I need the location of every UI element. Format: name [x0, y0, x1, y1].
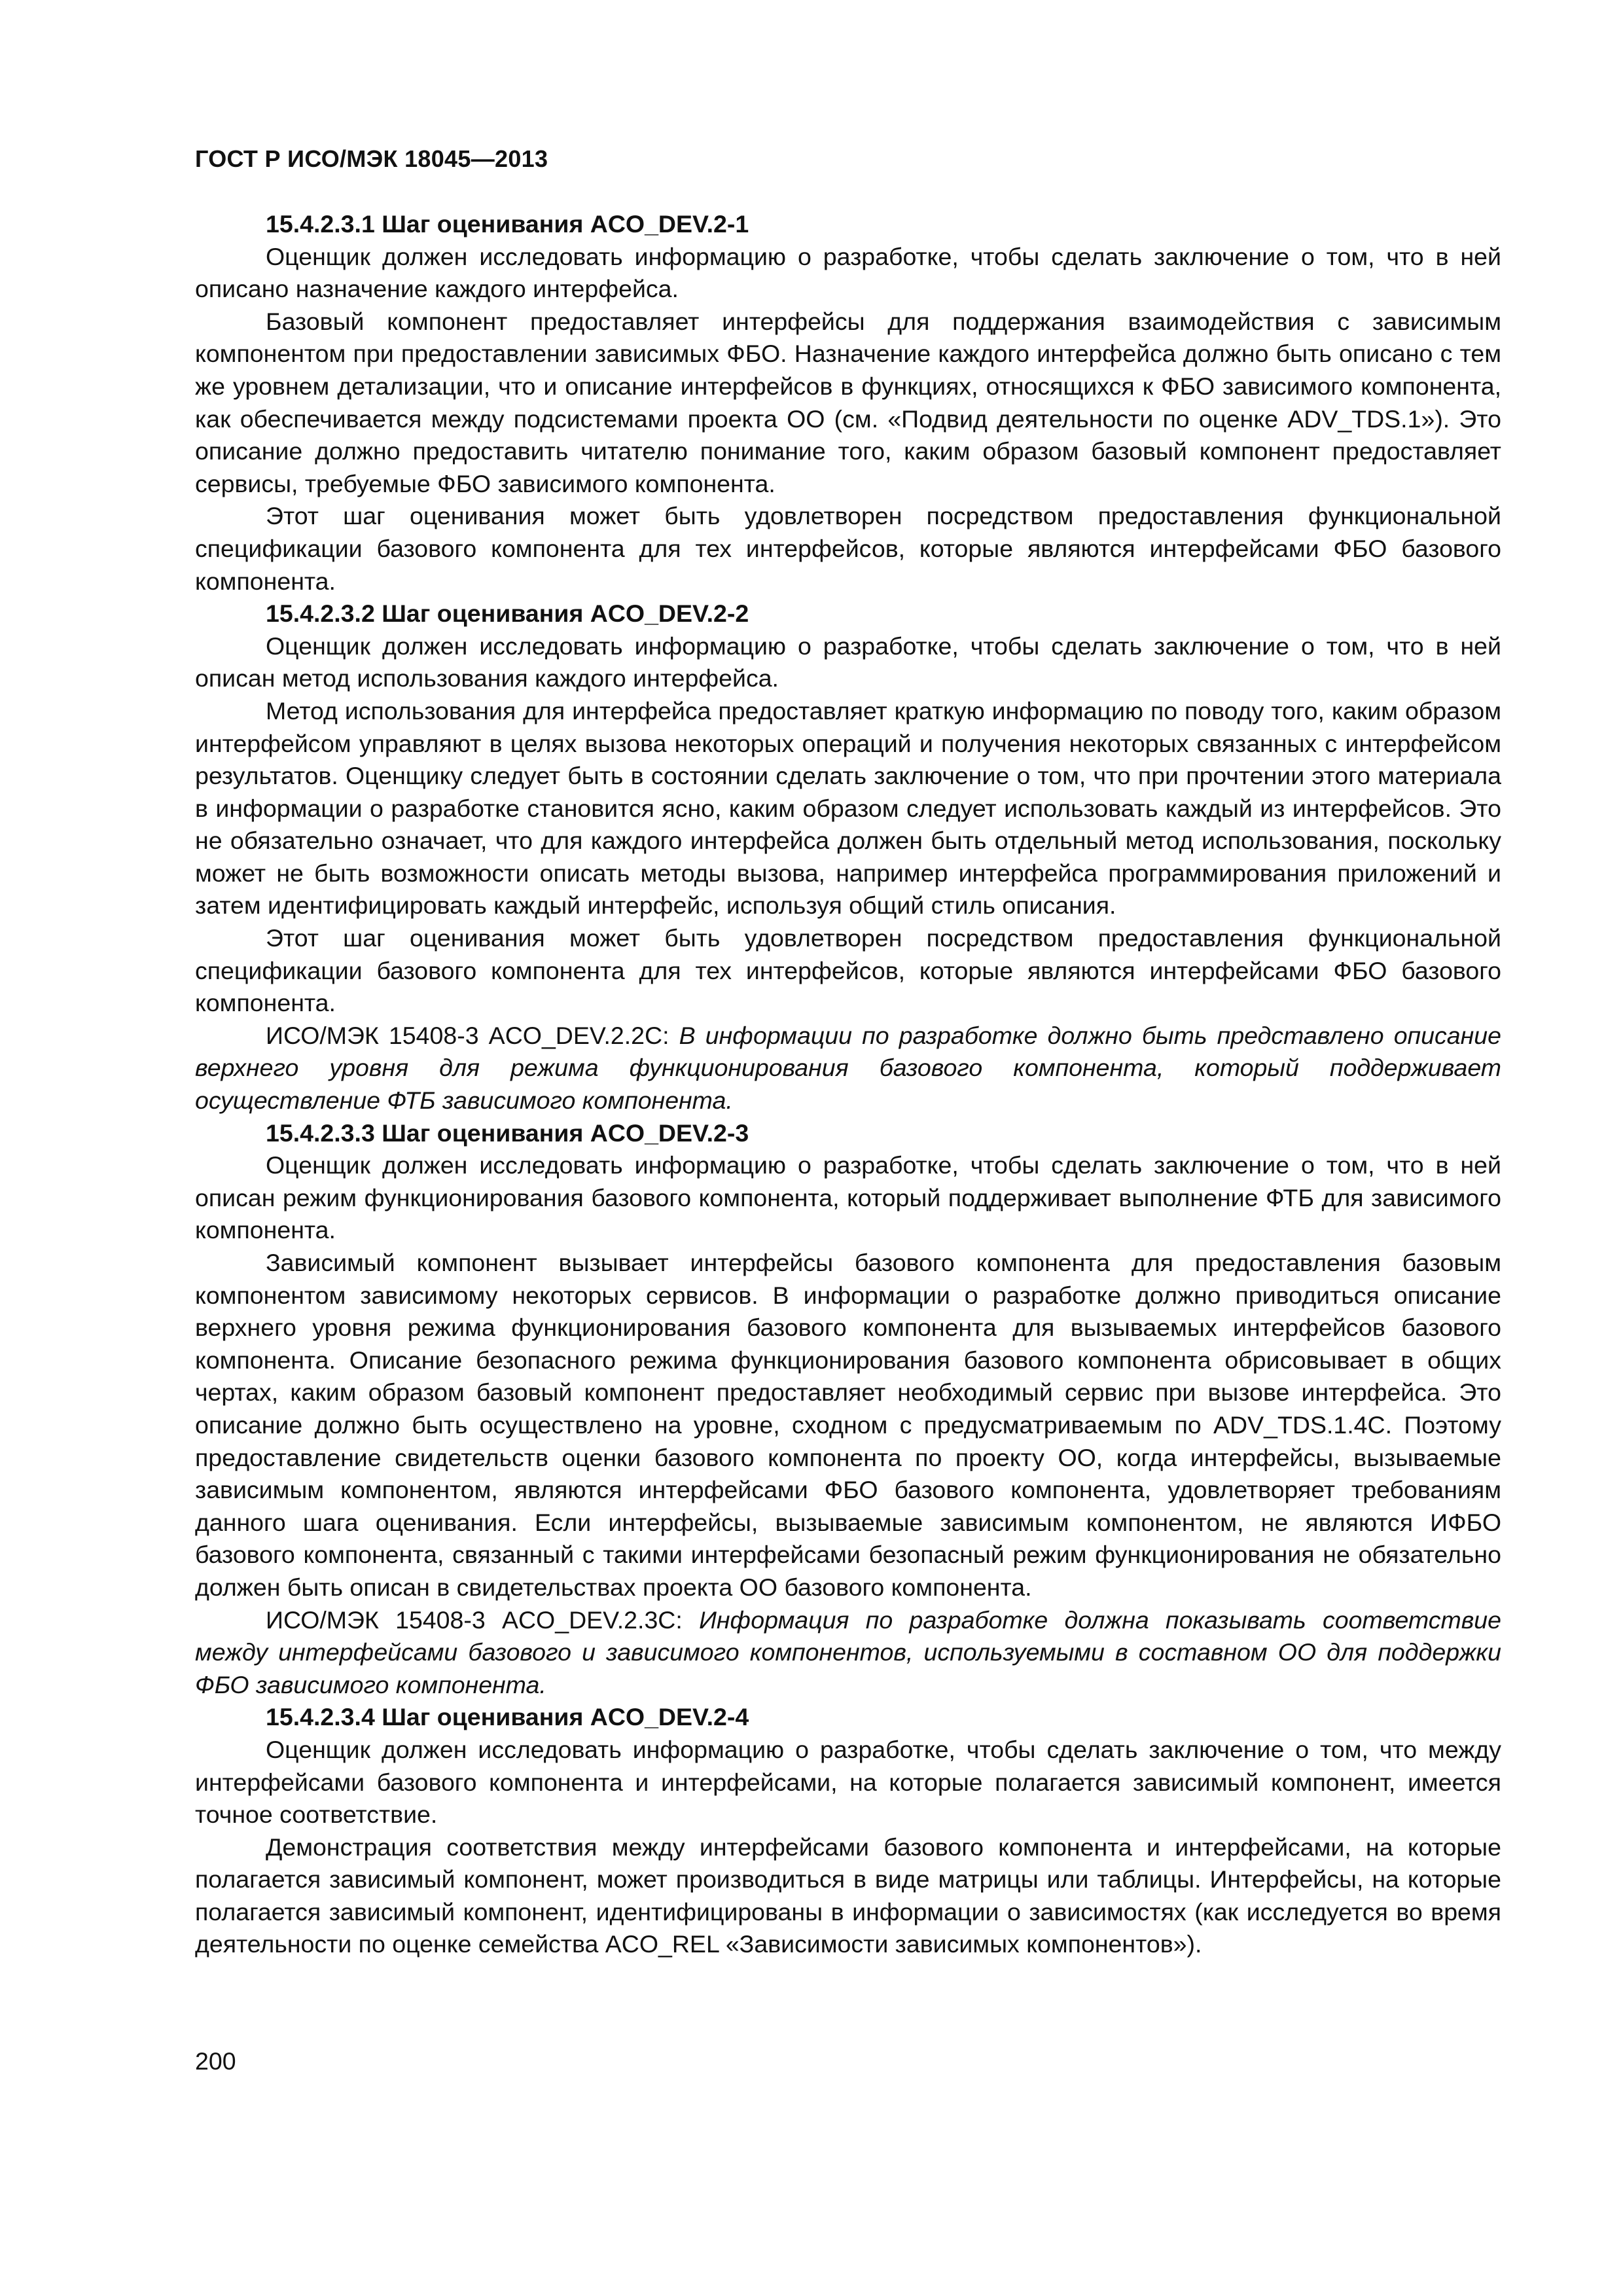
- paragraph: Оценщик должен исследовать информацию о разработке, чтобы сделать заключение о том, что в ней описан метод использования каждого интерфейса.: [195, 632, 1501, 692]
- section-heading: 15.4.2.3.3 Шаг оценивания ACO_DEV.2-3: [266, 1119, 749, 1147]
- paragraph: Метод использования для интерфейса предоставляет краткую информацию по поводу того, каким образом интерфейсом управляют в целях вызова некоторых операций и получения некоторых связанных с интерфейсом результатов. Оценщику следует быть в состоянии сделать заключение о том, что при прочтении этого материала в информации о разработке становится ясно, каким образом следует использовать каждый из интерфейсов. Это не обязательно означает, что для каждого интерфейса должен быть отдельный метод использования, поскольку может не быть возможности описать методы вызова, например интерфейса программирования приложений и затем идентифицировать каждый интерфейс, используя общий стиль описания.: [195, 696, 1501, 920]
- paragraph: Оценщик должен исследовать информацию о разработке, чтобы сделать заключение о том, что между интерфейсами базового компонента и интерфейсами, на которые полагается зависимый компонент, имеется точное соответствие.: [195, 1735, 1501, 1829]
- quote-reference: ИСО/МЭК 15408-3 ACO_DEV.2.3С:: [266, 1605, 700, 1634]
- paragraph: Базовый компонент предоставляет интерфейсы для поддержания взаимодействия с зависимым компонентом при предоставлении зависимых ФБО. Назначение каждого интерфейса должно быть описано с тем же уровнем детализации, что и описание интерфейсов в функциях, относящихся к ФБО зависимого компонента, как обеспечивается между подсистемами проекта ОО (см. «Подвид деятельности по оценке ADV_TDS.1»). Это описание должно предоставить читателю понимание того, каким образом базовый компонент предоставляет сервисы, требуемые ФБО зависимого компонента.: [195, 307, 1501, 497]
- paragraph: Оценщик должен исследовать информацию о разработке, чтобы сделать заключение о том, что в ней описан режим функционирования базового компонента, который поддерживает выполнение ФТБ для зависимого компонента.: [195, 1151, 1501, 1244]
- quote-text: Информация по разработке должна показывать соответствие между интерфейсами базового и зависимого компонентов, используемыми в составном ОО для поддержки ФБО зависимого компонента.: [195, 1605, 1501, 1698]
- section-heading: 15.4.2.3.2 Шаг оценивания ACO_DEV.2-2: [266, 600, 749, 628]
- page-number: 200: [195, 2047, 236, 2075]
- quote-text: В информации по разработке должно быть представлено описание верхнего уровня для режима функционирования базового компонента, который поддерживает осуществление ФТБ зависимого компонента.: [195, 1021, 1501, 1115]
- requirement-quote: [195, 1020, 1501, 1117]
- section-heading: 15.4.2.3.1 Шаг оценивания ACO_DEV.2-1: [266, 210, 749, 238]
- quote-reference: ИСО/МЭК 15408-3 ACO_DEV.2.2С:: [266, 1021, 679, 1049]
- document-body: [195, 208, 1501, 1961]
- paragraph: Этот шаг оценивания может быть удовлетворен посредством предоставления функциональной спецификации базового компонента для тех интерфейсов, которые являются интерфейсами ФБО базового компонента.: [195, 924, 1501, 1017]
- paragraph: Зависимый компонент вызывает интерфейсы базового компонента для предоставления базовым компонентом зависимому некоторых сервисов. В информации о разработке должно приводиться описание верхнего уровня режима функционирования базового компонента для вызываемых интерфейсов базового компонента. Описание безопасного режима функционирования базового компонента обрисовывает в общих чертах, каким образом базовый компонент предоставляет необходимый сервис при вызове интерфейса. Это описание должно быть осуществлено на уровне, сходном с предусматриваемым по ADV_TDS.1.4С. Поэтому предоставление свидетельств оценки базового компонента по проекту ОО, когда интерфейсы, вызываемые зависимым компонентом, являются интерфейсами ФБО базового компонента, удовлетворяет требованиям данного шага оценивания. Если интерфейсы, вызываемые зависимым компонентом, не являются ИФБО базового компонента, связанный с такими интерфейсами безопасный режим функционирования не обязательно должен быть описан в свидетельствах проекта ОО базового компонента.: [195, 1249, 1501, 1601]
- document-header: ГОСТ Р ИСО/МЭК 18045—2013: [195, 145, 548, 172]
- paragraph: Оценщик должен исследовать информацию о разработке, чтобы сделать заключение о том, что в ней описано назначение каждого интерфейса.: [195, 242, 1501, 303]
- paragraph: Демонстрация соответствия между интерфейсами базового компонента и интерфейсами, на которые полагается зависимый компонент, может производиться в виде матрицы или таблицы. Интерфейсы, на которые полагается зависимый компонент, идентифицированы в информации о зависимостях (как исследуется во время деятельности по оценке семейства ACO_REL «Зависимости зависимых компонентов»).: [195, 1833, 1501, 1958]
- requirement-quote: [195, 1604, 1501, 1702]
- section-heading: 15.4.2.3.4 Шаг оценивания ACO_DEV.2-4: [266, 1703, 749, 1731]
- paragraph: Этот шаг оценивания может быть удовлетворен посредством предоставления функциональной спецификации базового компонента для тех интерфейсов, которые являются интерфейсами ФБО базового компонента.: [195, 502, 1501, 595]
